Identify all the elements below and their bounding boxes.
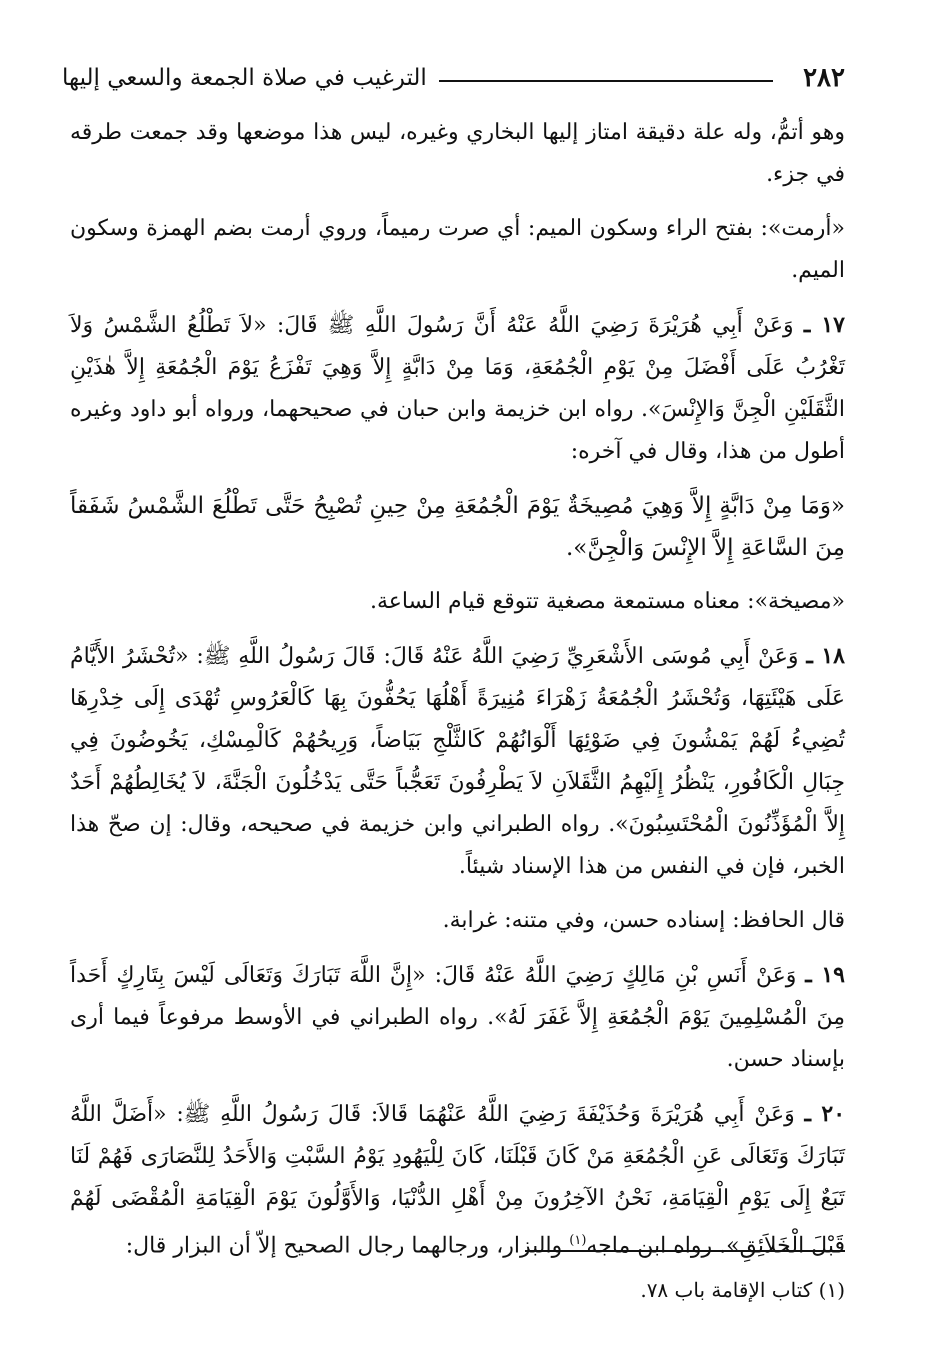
hadith-number: ١٨ ـ bbox=[806, 643, 845, 669]
page-body bbox=[70, 112, 845, 1279]
hadith-18 bbox=[70, 635, 845, 888]
hadith-19 bbox=[70, 954, 845, 1081]
paragraph-text: «مصيخة»: معناه مستمعة مصغية تتوقع قيام الساعة. bbox=[369, 589, 845, 614]
paragraph-gloss-musikha bbox=[70, 581, 845, 623]
paragraph-text: «وَمَا مِنْ دَابَّةٍ إِلاَّ وَهِيَ مُصِيخَةٌ يَوْمَ الْجُمُعَةِ مِنْ حِينِ تُصْبِحُ حَتَّى تَطْلُعَ الشَّمْسُ شَفَقاً مِنَ السَّاعَةِ إِلاَّ الإِنْسَ وَالْجِنَّ». bbox=[70, 493, 845, 561]
footnote bbox=[70, 1275, 845, 1305]
hadith-text: وَعَنْ أَنَسِ بْنِ مَالِكٍ رَضِيَ اللَّهُ عَنْهُ قَالَ: «إِنَّ اللَّهَ تَبَارَكَ وَتَعَالَى لَيْسَ بِتَارِكٍ أَحَداً مِنَ الْمُسْلِمِينَ يَوْمَ الْجُمُعَةِ إِلاَّ غَفَرَ لَهُ». رواه الطبراني في الأوسط مرفوعاً فيما أرى بإسناد حسن. bbox=[70, 963, 845, 1072]
paragraph-continuation bbox=[70, 112, 845, 196]
hadith-text: وَعَنْ أَبِي هُرَيْرَةَ رَضِيَ اللَّهُ عَنْهُ أَنَّ رَسُولَ اللَّهِ ﷺ قَالَ: «لاَ تَطْلُعُ الشَّمْسُ وَلاَ تَغْرُبُ عَلَى أَفْضَلَ مِنْ يَوْمِ الْجُمُعَةِ، وَمَا مِنْ دَابَّةٍ إِلاَّ وَهِيَ تَفْزَعُ يَوْمَ الْجُمُعَةِ إِلاَّ هٰذَيْنِ الثَّقَلَيْنِ الْجِنَّ وَالإِنْسَ». رواه ابن خزيمة وابن حبان في صحيحهما، ورواه أبو داود وغيره أطول من هذا، وقال في آخره: bbox=[70, 313, 845, 464]
hadith-number: ١٧ ـ bbox=[803, 312, 845, 338]
hadith-number: ١٩ ـ bbox=[805, 962, 845, 988]
hadith-17 bbox=[70, 304, 845, 473]
page-number: ٢٨٢ bbox=[803, 63, 845, 93]
footnote-divider bbox=[525, 1250, 845, 1252]
running-title: الترغيب في صلاة الجمعة والسعي إليها bbox=[62, 65, 427, 91]
hadith-number: ٢٠ ـ bbox=[804, 1101, 846, 1127]
hadith-text: وَعَنْ أَبِي مُوسَى الأَشْعَرِيِّ رَضِيَ اللَّهُ عَنْهُ قَالَ: قَالَ رَسُولُ اللَّهِ ﷺ: «تُحْشَرُ الأَيَّامُ عَلَى هَيْئَتِهَا، وَتُحْشَرُ الْجُمُعَةُ زَهْرَاءَ مُنِيرَةً أَهْلُهَا يَحُفُّونَ بِهَا كَالْعَرُوسِ تُهْدَى إِلَى خِدْرِهَا تُضِيءُ لَهُمْ يَمْشُونَ فِي ضَوْئِهَا أَلْوَانُهُمْ كَالثَّلْجِ بَيَاضاً، وَرِيحُهُمْ كَالْمِسْكِ، يَخُوضُونَ فِي جِبَالِ الْكَافُورِ، يَنْظُرُ إِلَيْهِمُ الثَّقَلاَنِ لاَ يَطْرِفُونَ تَعَجُّباً حَتَّى يَدْخُلُونَ الْجَنَّةَ، لاَ يُخَالِطُهُمْ أَحَدٌ إِلاَّ الْمُؤَذِّنُونَ الْمُحْتَسِبُونَ». رواه الطبراني وابن خزيمة في صحيحه، وقال: إن صحّ هذا الخبر، فإن في النفس من هذا الإسناد شيئاً. bbox=[70, 644, 845, 879]
header-rule bbox=[439, 80, 773, 82]
paragraph-text: «أرمت»: بفتح الراء وسكون الميم: أي صرت رميماً، وروي أرمت بضم الهمزة وسكون الميم. bbox=[70, 216, 845, 283]
footnote-text: كتاب الإقامة باب ٧٨. bbox=[640, 1278, 813, 1302]
paragraph-text: قال الحافظ: إسناده حسن، وفي متنه: غرابة. bbox=[442, 908, 845, 933]
hadith-17-variant bbox=[70, 485, 845, 569]
paragraph-text: وهو أتمُّ، وله علة دقيقة امتاز إليها البخاري وغيره، ليس هذا موضعها وقد جمعت طرقه في جزء. bbox=[70, 120, 845, 187]
page-header bbox=[62, 58, 845, 98]
paragraph-hafiz-remark bbox=[70, 900, 845, 942]
paragraph-gloss-armat bbox=[70, 208, 845, 292]
hadith-text-continued: والبزار، ورجالهما رجال الصحيح إلاّ أن البزار قال: bbox=[125, 1233, 570, 1259]
footnote-reference[interactable]: (١) bbox=[569, 1233, 587, 1248]
hadith-text: وَعَنْ أَبِي هُرَيْرَةَ وَحُذَيْفَةَ رَضِيَ اللَّهُ عَنْهُمَا قَالاَ: قَالَ رَسُولُ اللَّهِ ﷺ: «أَضَلَّ اللَّهُ تَبَارَكَ وَتَعَالَى عَنِ الْجُمُعَةِ مَنْ كَانَ قَبْلَنَا، كَانَ لِلْيَهُودِ يَوْمُ السَّبْتِ وَالأَحَدُ لِلنَّصَارَى فَهُمْ لَنَا تَبَعٌ إِلَى يَوْمِ الْقِيَامَةِ، نَحْنُ الآخِرُونَ مِنْ أَهْلِ الدُّنْيَا، وَالأَوَّلُونَ يَوْمَ الْقِيَامَةِ الْمُقْضَى لَهُمْ قَبْلَ الْخَلاَئِقِ». رواه ابن ماجه bbox=[70, 1102, 845, 1259]
hadith-20 bbox=[70, 1093, 845, 1267]
footnote-marker: (١) bbox=[818, 1278, 845, 1302]
